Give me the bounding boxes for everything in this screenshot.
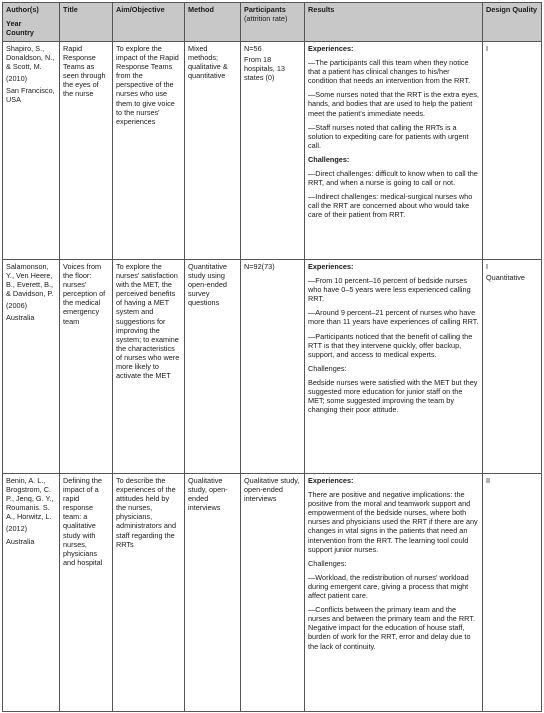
results-paragraph: —Around 9 percent–21 percent of nurses who have more than 11 years have experiences of calling RRT. (308, 308, 479, 327)
participants-n: N=56 (244, 44, 262, 53)
results-paragraph: Challenges: (308, 558, 347, 568)
method-cell: Quantitative study using open-ended survey questions (185, 260, 241, 474)
header-aim: Aim/Objective (113, 3, 185, 42)
author-cell (3, 474, 60, 712)
design-level: I (486, 44, 489, 53)
aim-cell: To explore the nurses' satisfaction with the MET, the perceived benefits of having a MET system and suggestions for improving the system; to examine the characteristics of nurses who were more likely to activate the MET (113, 260, 185, 474)
aim-cell: To explore the impact of the Rapid Response Teams from the perspective of the nurses who use them to give voice to the nurses' experiences (113, 42, 185, 260)
results-paragraph: —Staff nurses noted that calling the RRTs is a solution to expediting care for patients with urgent call. (308, 122, 469, 150)
design-cell (483, 260, 542, 474)
authors-text: Salamonson, Y., Ven Heere, B., Everett, B., & Davidson, P. (6, 262, 54, 299)
design-level: II (486, 476, 491, 485)
design-cell (483, 474, 542, 712)
author-cell (3, 260, 60, 474)
header-title: Title (60, 3, 113, 42)
results-paragraph: —Conflicts between the primary team and the nurses and between the primary team and the RRT. Negative impact for the education of house staff, burden of work for the RRT, error and delay due to the lack of continuity. (308, 605, 475, 651)
header-participants-label: Participants (244, 5, 286, 14)
participants-cell (241, 42, 305, 260)
country-text: San Francisco, USA (6, 86, 55, 105)
results-paragraph: Challenges: (308, 363, 347, 373)
authors-text: Benin, A. L., Brogstrom, C. P., Jenq, G. Y., Roumanis. S. A., Horwitz, L. (6, 476, 54, 522)
design-cell (483, 42, 542, 260)
country-text: Australia (6, 313, 35, 323)
table-row (3, 42, 542, 260)
results-heading: Experiences: (308, 44, 354, 53)
header-attrition-label: (attrition rate) (244, 14, 288, 24)
design-detail: Quantitative (486, 273, 525, 283)
results-cell (305, 260, 483, 474)
table-row (3, 260, 542, 474)
results-paragraph: There are positive and negative implications: the positive from the moral and teamwork support and empowerment of the bedside nurses, where both nurses and physicians used the RRT if there are any changes in vital signs in the patients that need an intervention from the RRT. The learning tool could support junior nurses. (308, 490, 478, 554)
results-paragraph: —The participants call this team when they notice that a patient has clinical changes to his/her condition that needs an intervention from the RRT. (308, 58, 471, 86)
participants-detail: From 18 hospitals, 13 states (0) (244, 55, 285, 83)
results-cell (305, 42, 483, 260)
header-design: Design Quality (483, 3, 542, 42)
results-heading: Experiences: (308, 262, 354, 271)
country-text: Australia (6, 536, 35, 546)
results-paragraph: —Participants noticed that the benefit of calling the RTT is that they intervene quickly, offer backup, support, and access to medical experts. (308, 331, 473, 359)
title-cell: Voices from the floor: nurses' perception of the medical emergency team (60, 260, 113, 474)
participants-cell (241, 260, 305, 474)
year-text: (2006) (6, 301, 28, 311)
aim-cell: To describe the experiences of the attitudes held by the nurses, physicians, administrators and staff regarding the RRTs (113, 474, 185, 712)
header-row (3, 3, 542, 42)
author-cell (3, 42, 60, 260)
results-heading: Challenges: (308, 154, 350, 164)
header-author (3, 3, 60, 42)
results-paragraph: —Indirect challenges: medical-surgical nurses who call the RRT are concerned about who would take care of their patient from RRT. (308, 192, 473, 220)
results-heading: Experiences: (308, 476, 354, 485)
results-paragraph: —Workload, the redistribution of nurses' workload during emergent care, giving a process that might affect patient care. (308, 572, 469, 601)
participants-cell (241, 474, 305, 712)
year-text: (2012) (6, 524, 28, 534)
header-author-label: Author(s) (6, 5, 39, 14)
header-participants (241, 3, 305, 42)
evidence-table (2, 2, 542, 712)
method-cell: Qualitative study, open-ended interviews (185, 474, 241, 712)
design-level: I (486, 262, 489, 271)
results-cell (305, 474, 483, 712)
results-paragraph: —Direct challenges: difficult to know when to call the RRT, and when a nurse is going to call or not. (308, 169, 478, 188)
table-row (3, 474, 542, 712)
header-results: Results (305, 3, 483, 42)
header-method: Method (185, 3, 241, 42)
participants-n: Qualitative study, open-ended interviews (244, 476, 300, 504)
header-year-country-label: Year Country (6, 19, 34, 38)
title-cell: Rapid Response Teams as seen through the eyes of the nurse (60, 42, 113, 260)
results-paragraph: Bedside nurses were satisfied with the MET but they suggested more education for junior staff on the MET; some suggested improving the team by changing their poor attitude. (308, 377, 478, 415)
title-cell: Defining the impact of a rapid response team: a qualitative study with nurses, physicians and hospital (60, 474, 113, 712)
authors-text: Shapiro, S., Donaldson, N., & Scott, M. (6, 44, 55, 72)
method-cell: Mixed methods; qualitative & quantitative (185, 42, 241, 260)
year-text: (2010) (6, 74, 28, 84)
results-paragraph: —From 10 percent–16 percent of bedside nurses who have 0–5 years were less experienced calling RRT. (308, 276, 471, 304)
participants-n: N=92(73) (244, 262, 275, 271)
results-paragraph: —Some nurses noted that the RRT is the extra eyes, hands, and bodies that are used to help the patient meet the patient's immediate needs. (308, 90, 479, 118)
